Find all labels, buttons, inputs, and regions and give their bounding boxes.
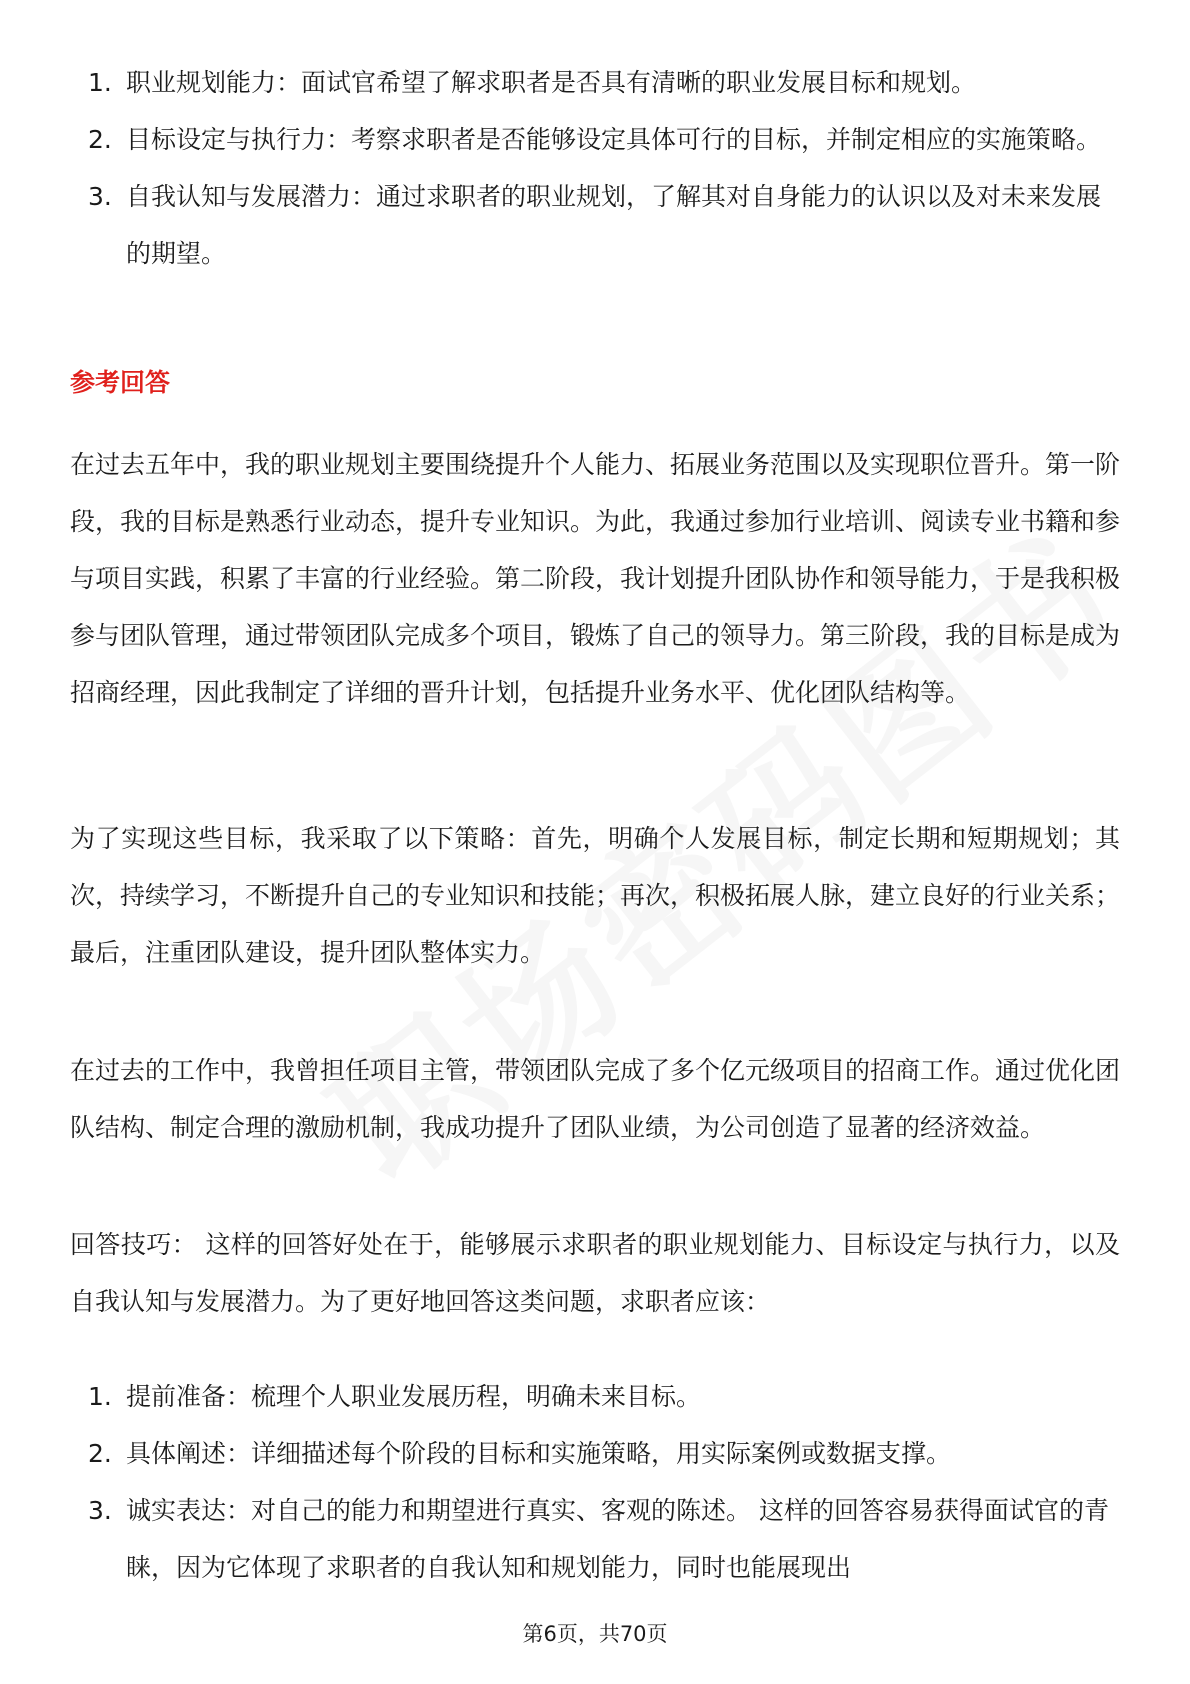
page-footer: 第6页，共70页 <box>522 1622 668 1646</box>
list-item-text: 具体阐述：详细描述每个阶段的目标和实施策略，用实际案例或数据支撑。 <box>126 1439 952 1468</box>
experience-paragraph: 在过去的工作中，我曾担任项目主管，带领团队完成了多个亿元级项目的招商工作。通过优化团队结构、制定合理的激励机制，我成功提升了团队业绩，为公司创造了显著的经济效益。 <box>70 1056 1121 1142</box>
list-item <box>70 168 1110 282</box>
list-item-text: 职业规划能力：面试官希望了解求职者是否具有清晰的职业发展目标和规划。 <box>126 68 977 97</box>
list-item <box>70 1425 1110 1482</box>
list-item-text: 提前准备：梳理个人职业发展历程，明确未来目标。 <box>126 1382 702 1411</box>
strategy-paragraph: 为了实现这些目标，我采取了以下策略：首先，明确个人发展目标，制定长期和短期规划；其次，持续学习，不断提升自己的专业知识和技能；再次，积极拓展人脉，建立良好的行业关系；最后，注重团队建设，提升团队整体实力。 <box>70 824 1121 967</box>
list-item-number: 3. <box>88 1496 112 1525</box>
list-item-number: 2. <box>88 1439 112 1468</box>
list-item-text: 目标设定与执行力：考察求职者是否能够设定具体可行的目标，并制定相应的实施策略。 <box>126 125 1102 154</box>
list-item-number: 1. <box>88 1382 112 1411</box>
list-item-text: 诚实表达：对自己的能力和期望进行真实、客观的陈述。 这样的回答容易获得面试官的青睐，因为它体现了求职者的自我认知和规划能力，同时也能展现出 <box>126 1496 1109 1582</box>
list-item-text: 自我认知与发展潜力：通过求职者的职业规划，了解其对自身能力的认识以及对未来发展的期望。 <box>126 182 1102 268</box>
list-item-number: 1. <box>88 68 112 97</box>
list-item <box>70 1482 1110 1596</box>
list-item <box>70 111 1110 168</box>
list-item <box>70 54 1110 111</box>
list-item-number: 2. <box>88 125 112 154</box>
list-item <box>70 1368 1110 1425</box>
section-heading: 参考回答 <box>70 368 171 397</box>
answer-paragraph: 在过去五年中，我的职业规划主要围绕提升个人能力、拓展业务范围以及实现职位晋升。第一阶段，我的目标是熟悉行业动态，提升专业知识。为此，我通过参加行业培训、阅读专业书籍和参与项目实践，积累了丰富的行业经验。第二阶段，我计划提升团队协作和领导能力，于是我积极参与团队管理，通过带领团队完成多个项目，锻炼了自己的领导力。第三阶段，我的目标是成为招商经理，因此我制定了详细的晋升计划，包括提升业务水平、优化团队结构等。 <box>70 450 1121 707</box>
tips-list <box>70 1368 1110 1596</box>
criteria-list <box>70 54 1110 282</box>
tips-paragraph: 回答技巧： 这样的回答好处在于，能够展示求职者的职业规划能力、目标设定与执行力，以及自我认知与发展潜力。为了更好地回答这类问题，求职者应该： <box>70 1230 1120 1316</box>
list-item-number: 3. <box>88 182 112 211</box>
